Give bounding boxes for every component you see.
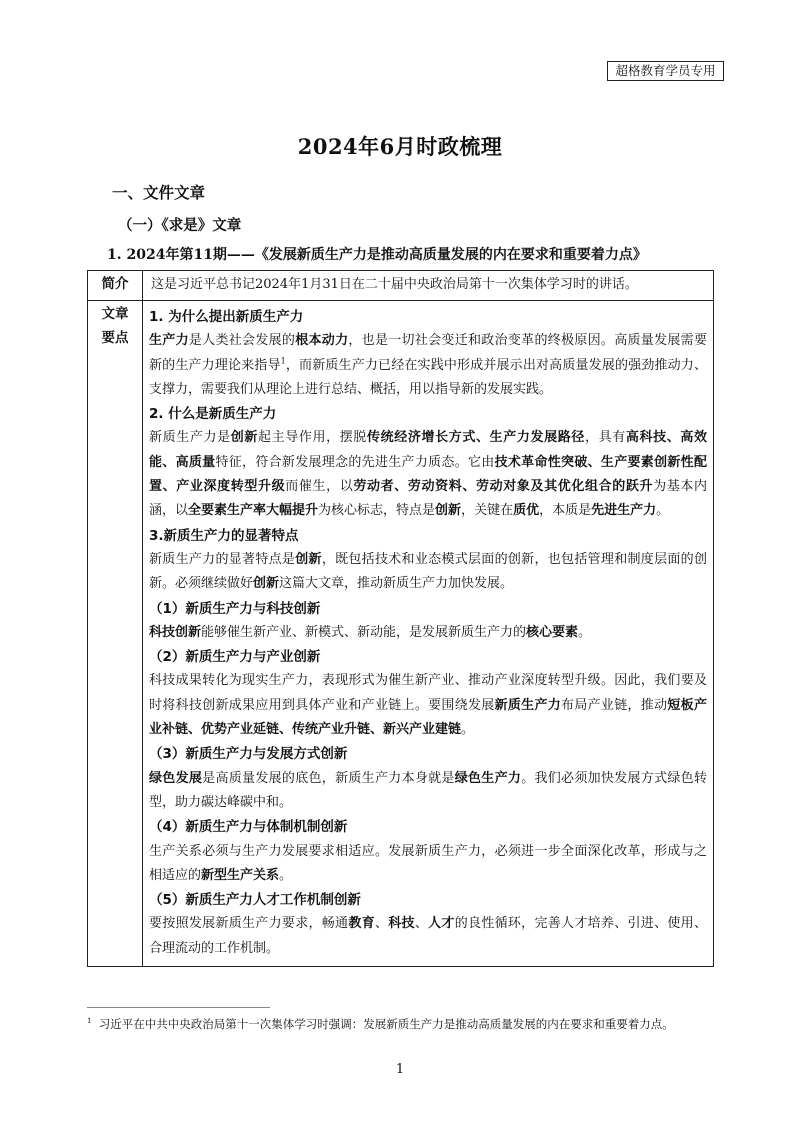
sub-point-heading-4: （4）新质生产力与体制机制创新 [149, 819, 348, 836]
intro-label: 简介 [88, 271, 143, 301]
article-heading: 1. 2024年第11期——《发展新质生产力是推动高质量发展的内在要求和重要着力点》 [107, 247, 647, 263]
points-row [88, 301, 714, 967]
page-number: 1 [395, 1062, 405, 1077]
points-label-line1: 文章 [101, 306, 129, 322]
point-heading-1: 1. 为什么提出新质生产力 [149, 309, 304, 325]
sub-point-paragraph-4: 生产关系必须与生产力发展要求相适应。发展新质生产力，必须进一步全面深化改革，形成与之相适应的新型生产关系。 [149, 843, 707, 883]
point-paragraph-1: 生产力是人类社会发展的根本动力，也是一切社会变迁和政治变革的终极原因。高质量发展需要新的生产力理论来指导$^1$，而新质生产力已经在实践中形成并展示出对高质量发展的强劲推动力、支撑力，需要我们从理论上进行总结、概括，用以指导新的发展实践。 [149, 333, 707, 397]
point-paragraph-3: 新质生产力的显著特点是创新，既包括技术和业态模式层面的创新，也包括管理和制度层面的创新。必须继续做好创新这篇大文章，推动新质生产力加快发展。 [149, 551, 707, 592]
intro-text: 这是习近平总书记2024年1月31日在二十届中央政治局第十一次集体学习时的讲话。 [143, 271, 714, 301]
article-table [87, 270, 714, 967]
footnote-divider [87, 1007, 270, 1008]
point-heading-3: 3.新质生产力的显著特点 [149, 527, 299, 544]
subsection-heading: （一）《求是》文章 [118, 217, 242, 234]
sub-point-heading-2: （2）新质生产力与产业创新 [149, 649, 321, 666]
footnote-mark: 1 [87, 1017, 92, 1026]
page-title: 2024年6月时政梳理 [297, 134, 503, 159]
sub-point-heading-5: （5）新质生产力人才工作机制创新 [149, 892, 361, 909]
points-label [88, 301, 143, 967]
sub-point-paragraph-2: 科技成果转化为现实生产力，表现形式为催生新产业、推动产业深度转型升级。因此，我们要及时将科技创新成果应用到具体产业和产业链上。要围绕发展新质生产力布局产业链，推动短板产业补链、优势产业延链、传统产业升链、新兴产业建链。 [149, 673, 707, 738]
points-content [143, 301, 714, 967]
sub-point-paragraph-5: 要按照发展新质生产力要求，畅通教育、科技、人才的良性循环，完善人才培养、引进、使用、合理流动的工作机制。 [149, 916, 707, 956]
footnote-ref: 1 [280, 356, 286, 366]
sub-point-paragraph-1: 科技创新能够催生新产业、新模式、新动能，是发展新质生产力的核心要素。 [149, 624, 592, 640]
section-heading: 一、文件文章 [112, 183, 206, 202]
point-heading-2: 2. 什么是新质生产力 [149, 406, 277, 423]
sub-point-heading-1: （1）新质生产力与科技创新 [149, 600, 321, 617]
footnote [87, 1016, 727, 1032]
footnote-text: 习近平在中共中央政治局第十一次集体学习时强调：发展新质生产力是推动高质量发展的内在要求和重要着力点。 [98, 1017, 674, 1031]
points-label-line2: 要点 [101, 330, 129, 346]
point-paragraph-2: 新质生产力是创新起主导作用，摆脱传统经济增长方式、生产力发展路径，具有高科技、高效能、高质量特征，符合新发展理念的先进生产力质态。它由技术革命性突破、生产要素创新性配置、产业深度转型升级而催生，以劳动者、劳动资料、劳动对象及其优化组合的跃升为基本内涵，以全要素生产率大幅提升为核心标志，特点是创新，关键在质优，本质是先进生产力。 [149, 430, 707, 519]
sub-point-heading-3: （3）新质生产力与发展方式创新 [149, 746, 348, 763]
sub-point-paragraph-3: 绿色发展是高质量发展的底色，新质生产力本身就是绿色生产力。我们必须加快发展方式绿色转型，助力碳达峰碳中和。 [149, 770, 707, 810]
watermark-stamp: 超格教育学员专用 [607, 61, 724, 81]
intro-row [88, 271, 714, 301]
